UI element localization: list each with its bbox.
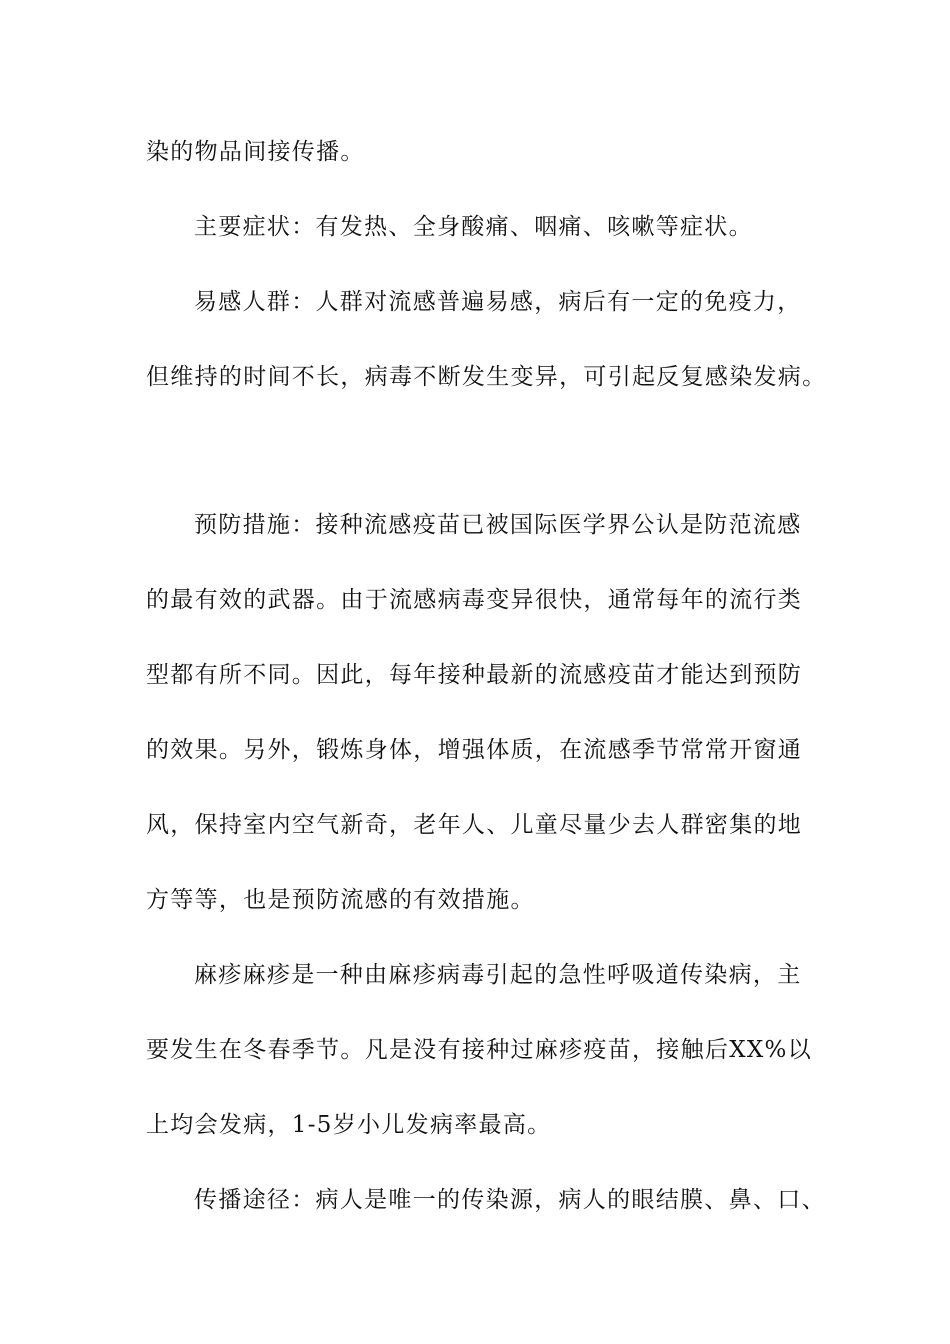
text-line: 上均会发病，1-5岁小儿发病率最高。 (146, 1112, 552, 1138)
text-line: 的效果。另外，锻炼身体，增强体质，在流感季节常常开窗通 (146, 737, 803, 763)
text-line: 主要症状：有发热、全身酸痛、咽痛、咳嗽等症状。 (194, 214, 753, 240)
text-line: 要发生在冬春季节。凡是没有接种过麻疹疫苗，接触后XX%以 (146, 1037, 813, 1063)
text-line: 麻疹麻疹是一种由麻疹病毒引起的急性呼吸道传染病，主 (194, 962, 802, 988)
text-line: 易感人群：人群对流感普遍易感，病后有一定的免疫力， (194, 289, 802, 315)
text-line: 的最有效的武器。由于流感病毒变异很快，通常每年的流行类 (146, 587, 803, 613)
text-line: 染的物品间接传播。 (146, 139, 365, 165)
text-line: 传播途径：病人是唯一的传染源，病人的眼结膜、鼻、口、 (194, 1187, 826, 1213)
text-line: 但维持的时间不长，病毒不断发生变异，可引起反复感染发病。 (146, 364, 827, 390)
text-line: 型都有所不同。因此，每年接种最新的流感疫苗才能达到预防 (146, 662, 803, 688)
text-line: 方等等，也是预防流感的有效措施。 (146, 887, 535, 913)
text-line: 风，保持室内空气新奇，老年人、儿童尽量少去人群密集的地 (146, 812, 803, 838)
text-line: 预防措施：接种流感疫苗已被国际医学界公认是防范流感 (194, 512, 802, 538)
